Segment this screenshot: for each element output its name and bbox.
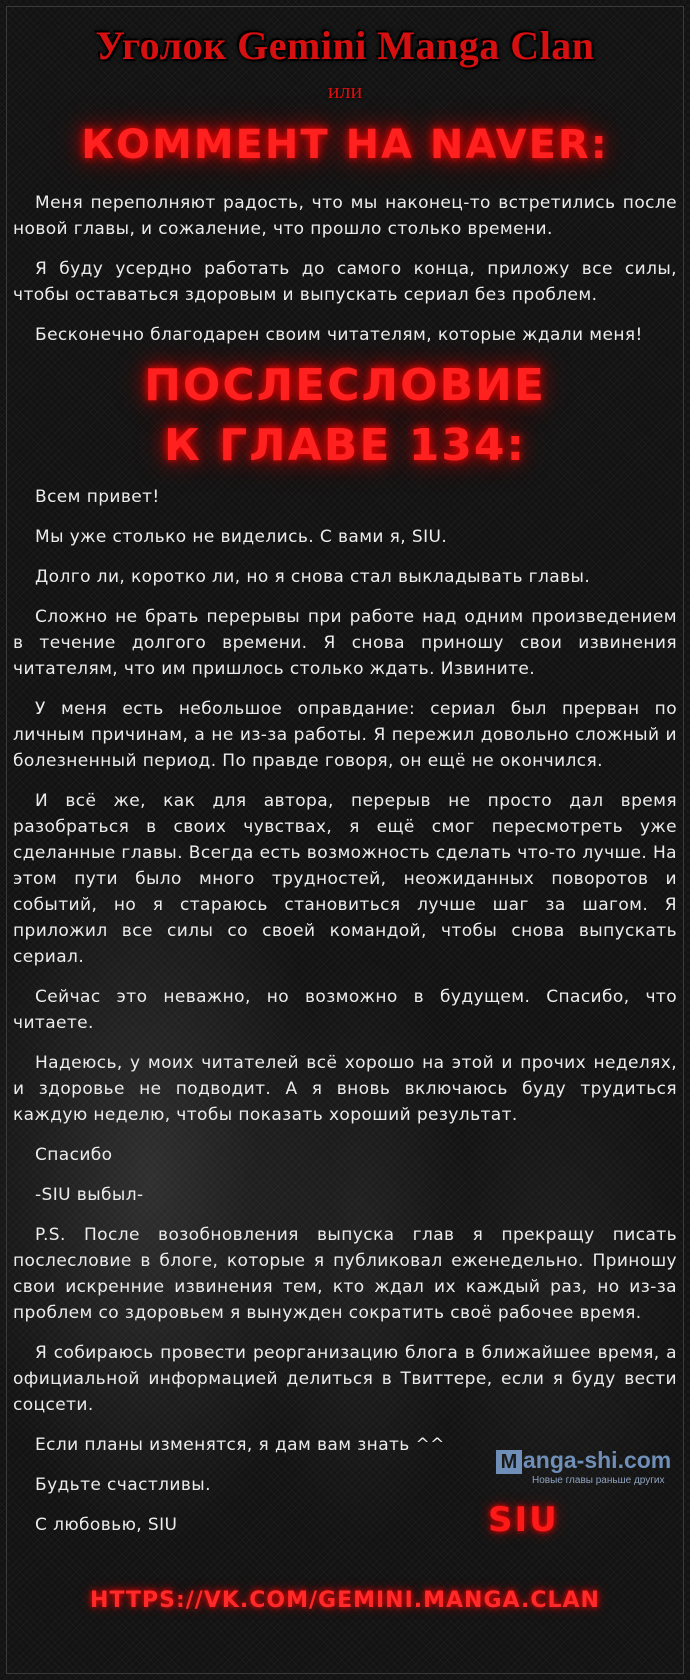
comment-paragraph: Я буду усердно работать до самого конца, приложу все силы, чтобы оставаться здоровым и выпускать сериал без проблем. [13,259,677,305]
afterword-title-line: ПОСЛЕСЛОВИЕ [144,360,546,411]
afterword-paragraph: Долго ли, коротко ли, но я снова стал выкладывать главы. [35,567,591,587]
group-title: Уголок Gemini Manga Clan [95,23,595,68]
afterword-title-line: К ГЛАВЕ 134: [163,420,527,471]
author-signature: SIU [488,1500,559,1540]
afterword-paragraph: Будьте счастливы. [35,1475,211,1495]
naver-comment-title: КОММЕНТ НА NAVER: [81,122,609,168]
afterword-paragraph: P.S. После возобновления выпуска глав я прекращу писать послесловие в блоге, которые я публиковал еженедельно. Приношу свои искренние извинения тем, кто ждал их каждый раз, но из-за проблем со здоровьем я вынужден сократить своё рабочее время. [13,1225,677,1323]
title-or: или [327,78,363,103]
watermark-logo-icon: M [496,1450,522,1474]
afterword-paragraph: Всем привет! [35,487,160,507]
afterword-title [0,356,690,476]
comment-text [13,190,677,362]
afterword-paragraph: У меня есть небольшое оправдание: сериал был прерван по личным причинам, а не из-за работы. Я пережил довольно сложный и болезненный период. По правде говоря, он ещё не окончился. [13,699,677,771]
comment-paragraph: Бесконечно благодарен своим читателям, которые ждали меня! [35,325,643,345]
afterword-paragraph: И всё же, как для автора, перерыв не просто дал время разобраться в своих чувствах, я ещё смог пересмотреть уже сделанные главы. Всегда есть возможность сделать что-то лучше. На этом пути было много трудностей, неожиданных поворотов и событий, но я стараюсь становиться лучше шаг за шагом. Я приложил все силы со своей командой, чтобы снова выпускать сериал. [13,791,677,967]
afterword-paragraph: Надеюсь, у моих читателей всё хорошо на этой и прочих неделях, и здоровье не подводит. А я вновь включаюсь буду трудиться каждую неделю, чтобы показать хороший результат. [13,1053,677,1125]
afterword-text [13,484,677,1552]
vk-group-link[interactable]: HTTPS://VK.COM/GEMINI.MANGA.CLAN [90,1588,600,1613]
afterword-paragraph: С любовью, SIU [35,1515,178,1535]
afterword-paragraph: -SIU выбыл- [35,1185,144,1205]
afterword-paragraph: Спасибо [35,1145,113,1165]
watermark-tagline: Новые главы раньше других [532,1475,665,1486]
afterword-paragraph: Я собираюсь провести реорганизацию блога в ближайшее время, а официальной информацией делиться в Твиттере, если я буду вести соцсети. [13,1343,677,1415]
afterword-paragraph: Сложно не брать перерывы при работе над одним произведением в течение долгого времени. Я снова приношу свои извинения читателям, что им пришлось столько ждать. Извините. [13,607,677,679]
manga-shi-watermark [496,1447,686,1487]
watermark-logo [496,1447,671,1474]
comment-paragraph: Меня переполняют радость, что мы наконец-то встретились после новой главы, и сожаление, что прошло столько времени. [13,193,677,239]
watermark-logo-text: anga-shi.com [523,1447,672,1473]
afterword-paragraph: Если планы изменятся, я дам вам знать ^^ [35,1435,445,1455]
afterword-paragraph: Сейчас это неважно, но возможно в будущем. Спасибо, что читаете. [13,987,677,1033]
afterword-paragraph: Мы уже столько не виделись. С вами я, SIU. [35,527,448,547]
